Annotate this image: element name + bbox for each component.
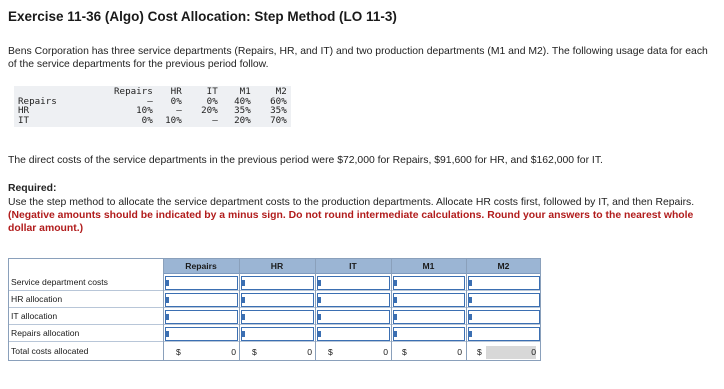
usage-cell: 20% bbox=[234, 114, 251, 126]
currency-symbol: $ bbox=[328, 347, 333, 357]
page-title: Exercise 11-36 (Algo) Cost Allocation: Step Method (LO 11-3) bbox=[8, 9, 397, 24]
currency-symbol: $ bbox=[252, 347, 257, 357]
grid-col-m2: M2 bbox=[497, 261, 510, 271]
currency-symbol: $ bbox=[176, 347, 181, 357]
total-hr: 0 bbox=[307, 347, 312, 357]
usage-row-label: IT bbox=[18, 114, 30, 126]
grid-col-hr: HR bbox=[270, 261, 284, 271]
grid-row-label: Total costs allocated bbox=[11, 346, 89, 356]
usage-row-label: Repairs bbox=[18, 95, 57, 107]
total-it: 0 bbox=[383, 347, 388, 357]
usage-cell: 0% bbox=[206, 95, 218, 107]
grid-row-label: Repairs allocation bbox=[11, 328, 80, 338]
currency-symbol: $ bbox=[477, 347, 482, 357]
required-text: Use the step method to allocate the service department costs to the production departments. Allocate HR costs first, followed by IT, and then Repairs. bbox=[8, 197, 695, 208]
usage-cell: 10% bbox=[165, 114, 182, 126]
currency-symbol: $ bbox=[402, 347, 407, 357]
usage-cell: – bbox=[147, 95, 153, 107]
grid-row-label: HR allocation bbox=[11, 294, 63, 304]
grid-col-repairs: Repairs bbox=[185, 261, 217, 271]
usage-cell: – bbox=[212, 114, 218, 126]
usage-cell: 60% bbox=[270, 95, 287, 107]
usage-col-m2: M2 bbox=[275, 86, 287, 97]
grid-col-m1: M1 bbox=[422, 261, 435, 271]
grid-row-label: Service department costs bbox=[11, 277, 108, 287]
total-m2: 0 bbox=[531, 347, 536, 357]
required-note: (Negative amounts should be indicated by a minus sign. Do not round intermediate calculations. Round your answers to the nearest whole dollar amount.) bbox=[8, 210, 694, 234]
required-label: Required: bbox=[8, 183, 57, 194]
required-instructions bbox=[8, 196, 718, 235]
grid-border bbox=[8, 258, 541, 361]
direct-costs-text: The direct costs of the service departments in the previous period were $72,000 for Repairs, $91,600 for HR, and $162,000 for IT. bbox=[8, 155, 603, 166]
total-repairs: 0 bbox=[231, 347, 236, 357]
grid-col-it: IT bbox=[349, 261, 357, 271]
usage-cell: 70% bbox=[270, 114, 287, 126]
usage-cell: – bbox=[176, 105, 182, 117]
usage-col-hr: HR bbox=[170, 86, 182, 97]
usage-col-m1: M1 bbox=[239, 86, 251, 97]
grid-row-label: IT allocation bbox=[11, 311, 58, 321]
usage-cell: 35% bbox=[270, 105, 287, 117]
usage-col-it: IT bbox=[206, 86, 218, 97]
usage-cell: 35% bbox=[234, 105, 251, 117]
usage-cell: 40% bbox=[234, 95, 251, 107]
usage-cell: 20% bbox=[201, 105, 218, 117]
usage-row-label: HR bbox=[18, 105, 30, 117]
problem-intro: Bens Corporation has three service departments (Repairs, HR, and IT) and two production departments (M1 and M2). The following usage data for each of the service departments for the previous period follow. bbox=[8, 46, 708, 70]
usage-data-table bbox=[14, 86, 291, 127]
usage-cell: 0% bbox=[170, 95, 182, 107]
total-m1: 0 bbox=[457, 347, 462, 357]
answer-grid bbox=[8, 258, 541, 361]
usage-cell: 0% bbox=[141, 114, 153, 126]
usage-col-repairs: Repairs bbox=[114, 86, 153, 97]
usage-cell: 10% bbox=[136, 105, 153, 117]
